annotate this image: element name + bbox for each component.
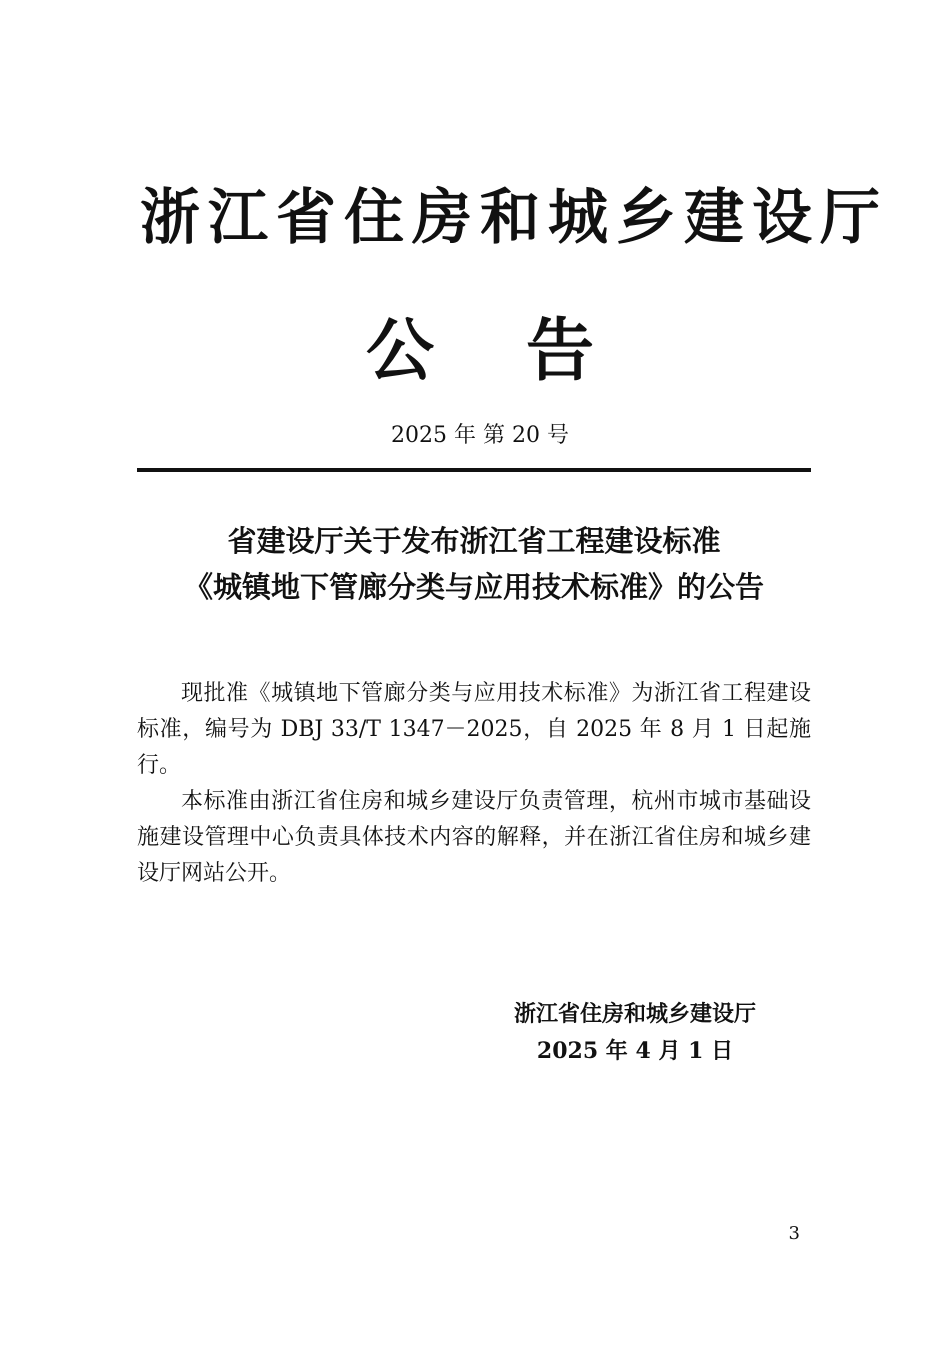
issue-number: 2025 年 第 20 号 [391,423,569,448]
notice-heading-char-1: 公 [365,312,434,391]
document-title [137,518,811,610]
notice-heading [140,310,820,394]
document-title-line-1: 省建设厅关于发布浙江省工程建设标准 [227,524,721,558]
header-divider [137,468,811,472]
document-body [137,676,811,892]
signature-block [470,998,800,1068]
document-title-line-2: 《城镇地下管廊分类与应用技术标准》的公告 [183,570,764,604]
body-paragraph-2: 本标准由浙江省住房和城乡建设厅负责管理，杭州市城市基础设施建设管理中心负责具体技术内容的解释，并在浙江省住房和城乡建设厅网站公开。 [137,789,811,886]
signature-date: 2025 年 4 月 1 日 [536,1038,734,1064]
agency-header: 浙江省住房和城乡建设厅 [140,183,888,253]
body-paragraph-1: 现批准《城镇地下管廊分类与应用技术标准》为浙江省工程建设标准，编号为 DBJ 33/T 1347－2025，自 2025 年 8 月 1 日起施行。 [137,681,811,778]
notice-heading-char-2: 告 [526,312,595,391]
page-number: 3 [788,1223,800,1244]
signature-issuer: 浙江省住房和城乡建设厅 [513,1002,756,1027]
